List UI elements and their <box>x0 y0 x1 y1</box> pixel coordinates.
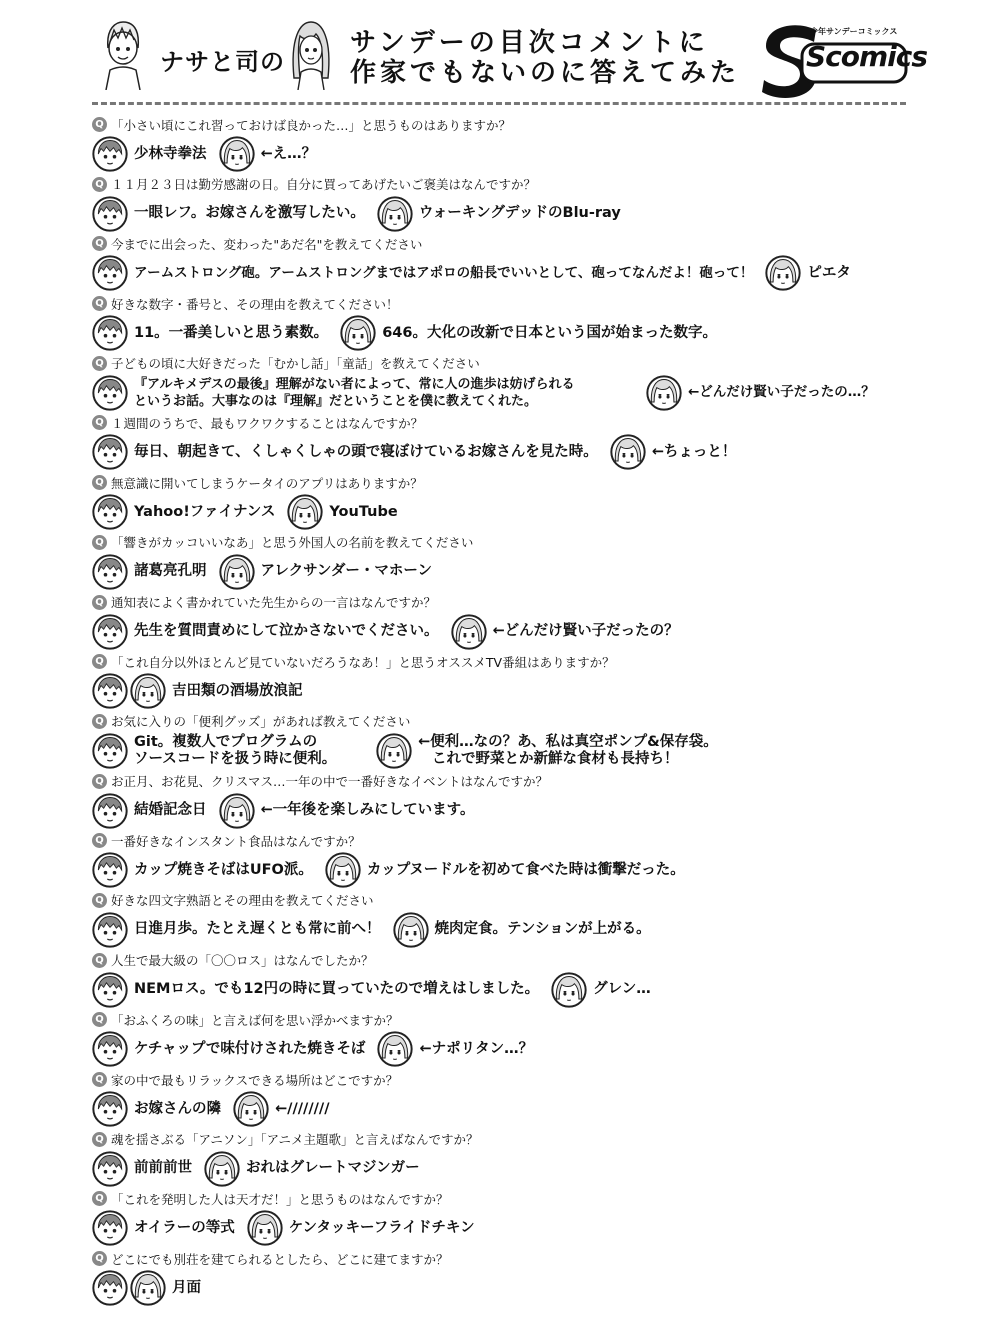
question-row <box>92 293 907 314</box>
tsukasa-answer <box>418 734 758 768</box>
answer-row <box>92 672 907 710</box>
tsukasa-answer: アレクサンダー・マホーン <box>260 563 433 580</box>
nasa-answer: 先生を質問責めにして泣かさないでください。 <box>134 623 439 639</box>
qa-item <box>92 771 907 831</box>
question-row <box>92 233 907 254</box>
q-mark-icon: Q <box>92 356 107 371</box>
answer-row <box>92 971 907 1009</box>
question-text: 魂を揺さぶる「アニソン」「アニメ主題歌」と言えばなんですか？ <box>111 1132 479 1148</box>
header-divider <box>92 102 906 105</box>
tsukasa-face-icon <box>130 1270 166 1306</box>
question-text: お気に入りの「便利グッズ」があれば教えてください <box>111 714 411 730</box>
qa-item <box>92 950 907 1010</box>
qa-item <box>92 412 907 472</box>
q-mark-icon: Q <box>92 1132 107 1147</box>
nasa-face-icon <box>92 1151 128 1187</box>
answer-row <box>92 1150 907 1188</box>
joint-answer: 月面 <box>172 1279 201 1296</box>
tsukasa-face-icon <box>377 1031 413 1067</box>
answer-row <box>92 1209 907 1247</box>
question-row <box>92 174 907 195</box>
tsukasa-answer: 焼肉定食。テンションが上がる。 <box>434 921 651 938</box>
tsukasa-face-icon <box>551 972 587 1008</box>
question-row <box>92 651 907 672</box>
header-left-title: ナサと司の <box>160 48 285 76</box>
question-text: 好きな数字・番号と、その理由を教えてください！ <box>111 296 399 312</box>
question-row <box>92 830 907 851</box>
qa-item <box>92 890 907 950</box>
tsukasa-answer: ←え…？ <box>260 145 317 162</box>
qa-item <box>92 1188 907 1248</box>
joint-answer: 吉田類の酒場放浪記 <box>172 682 303 699</box>
qa-item <box>92 353 907 413</box>
tsukasa-face-icon <box>204 1151 240 1187</box>
q-mark-icon: Q <box>92 1012 107 1027</box>
question-row <box>92 472 907 493</box>
nasa-answer: アームストロング砲。アームストロングまではアポロの船長でいいとして、砲ってなんだよ！砲って！ <box>134 264 754 281</box>
nasa-answer-line-2: というお話。大事なのは『理解』だということを僕に教えてくれた。 <box>134 393 538 409</box>
question-text: 家の中で最もリラックスできる場所はどこですか？ <box>111 1072 399 1088</box>
question-text: １週間のうちで、最もワクワクすることはなんですか？ <box>111 415 424 431</box>
qa-item <box>92 233 907 293</box>
tsukasa-answer: ケンタッキーフライドチキン <box>288 1219 475 1236</box>
qa-item <box>92 114 907 174</box>
tsukasa-answer: YouTube <box>329 503 398 520</box>
nasa-answer: カップ焼きそばはUFO派。 <box>134 861 313 878</box>
question-row <box>92 1069 907 1090</box>
nasa-face-icon <box>92 733 128 769</box>
question-row <box>92 1248 907 1269</box>
tsukasa-face-icon <box>376 733 412 769</box>
nasa-face-icon <box>92 315 128 351</box>
answer-row <box>92 314 907 352</box>
question-row <box>92 771 907 792</box>
nasa-face-icon <box>92 1091 128 1127</box>
qa-item <box>92 1129 907 1189</box>
tsukasa-answer: グレン… <box>593 981 651 998</box>
answer-row <box>92 911 907 949</box>
q-mark-icon: Q <box>92 833 107 848</box>
tsukasa-face-icon <box>233 1091 269 1127</box>
tsukasa-answer: おれはグレートマジンガー <box>246 1160 420 1177</box>
nasa-answer: 11。一番美しいと思う素数。 <box>134 324 329 341</box>
question-text: 「これ自分以外ほとんど見ていないだろうなあ！」と思うオススメTV番組はありますか？ <box>111 654 615 670</box>
qa-item <box>92 1069 907 1129</box>
question-text: 「おふくろの味」と言えば何を思い浮かべますか？ <box>111 1012 399 1028</box>
question-text: 通知表によく書かれていた先生からの一言はなんですか？ <box>111 595 437 610</box>
question-row <box>92 950 907 971</box>
tsukasa-face-icon <box>130 673 166 709</box>
nasa-face-icon <box>92 1270 128 1306</box>
nasa-face-icon <box>92 255 128 291</box>
question-text: 「これを発明した人は天才だ！」と思うものはなんですか？ <box>111 1191 449 1207</box>
q-mark-icon: Q <box>92 177 107 192</box>
answer-row <box>92 1090 907 1128</box>
question-row <box>92 412 907 433</box>
q-mark-icon: Q <box>92 1191 107 1206</box>
answer-row <box>92 433 907 471</box>
qa-list <box>92 114 907 1308</box>
nasa-answer: 日進月歩。たとえ遅くとも常に前へ！ <box>134 921 381 938</box>
nasa-face-icon <box>92 136 128 172</box>
nasa-face-icon <box>92 1031 128 1067</box>
nasa-answer-line-2: ソースコードを扱う時に便利。 <box>134 750 337 767</box>
q-mark-icon: Q <box>92 296 107 311</box>
nasa-face-icon <box>92 673 128 709</box>
answer-row <box>92 195 907 233</box>
nasa-answer <box>134 734 364 768</box>
nasa-answer: お嫁さんの隣 <box>134 1100 221 1117</box>
q-mark-icon: Q <box>92 893 107 908</box>
nasa-face-icon <box>92 434 128 470</box>
question-text: １１月２３日は勤労感謝の日。自分に買ってあげたいご褒美はなんですか？ <box>111 177 537 193</box>
question-text: 今までに出会った、変わった"あだ名"を教えてください <box>111 236 423 252</box>
question-row <box>92 114 907 135</box>
tsukasa-answer-line-1: ←便利…なの？あ、私は真空ポンプ&保存袋。 <box>418 733 718 750</box>
qa-item <box>92 1248 907 1308</box>
nasa-answer: 一眼レフ。お嫁さんを激写したい。 <box>134 205 365 222</box>
answer-row <box>92 851 907 889</box>
nasa-face-icon <box>92 554 128 590</box>
q-mark-icon: Q <box>92 714 107 729</box>
tsukasa-answer: ←ちょっと！ <box>651 443 737 460</box>
tsukasa-face-icon <box>393 912 429 948</box>
qa-item <box>92 293 907 353</box>
tsukasa-face-icon <box>325 852 361 888</box>
nasa-face-icon <box>92 972 128 1008</box>
nasa-face-icon <box>92 1210 128 1246</box>
nasa-answer: ケチャップで味付けされた焼きそば <box>134 1040 366 1057</box>
answer-row <box>92 254 907 292</box>
nasa-face-icon <box>92 196 128 232</box>
q-mark-icon: Q <box>92 475 107 490</box>
nasa-answer: 少林寺拳法 <box>134 145 207 162</box>
answer-row <box>92 1269 907 1307</box>
logo-text: Scomics <box>806 40 928 73</box>
tsukasa-answer: 646。大化の改新で日本という国が始まった数字。 <box>382 324 717 341</box>
q-mark-icon: Q <box>92 654 107 669</box>
nasa-answer: 前前前世 <box>134 1160 192 1177</box>
question-text: 一番好きなインスタント食品はなんですか？ <box>111 833 361 849</box>
nasa-answer: NEMロス。でも12円の時に買っていたので増えはしました。 <box>134 981 540 998</box>
question-text: 子どもの頃に大好きだった「むかし話」「童話」を教えてください <box>111 356 480 372</box>
question-row <box>92 890 907 911</box>
nasa-face-icon <box>92 793 128 829</box>
qa-item <box>92 592 907 652</box>
tsukasa-answer: ←一年後を楽しみにしています。 <box>260 802 475 819</box>
qa-item <box>92 532 907 592</box>
nasa-face-icon <box>92 852 128 888</box>
nasa-answer: 諸葛亮孔明 <box>134 563 207 580</box>
tsukasa-face-icon <box>219 793 255 829</box>
q-mark-icon: Q <box>92 535 107 550</box>
answer-row <box>92 1030 907 1068</box>
question-row <box>92 1009 907 1030</box>
tsukasa-face-icon <box>219 136 255 172</box>
q-mark-icon: Q <box>92 415 107 430</box>
question-text: 好きな四文字熟語とその理由を教えてください <box>111 893 374 909</box>
question-text: 「響きがカッコいいなあ」と思う外国人の名前を教えてください <box>111 535 474 551</box>
nasa-face-icon <box>92 494 128 530</box>
tsukasa-face-icon <box>765 255 801 291</box>
tsukasa-portrait-icon <box>286 18 336 90</box>
tsukasa-face-icon <box>219 554 255 590</box>
qa-item <box>92 1009 907 1069</box>
nasa-answer: Yahoo!ファイナンス <box>134 503 276 520</box>
tsukasa-answer: ←どんだけ賢い子だったの？ <box>492 623 679 639</box>
answer-row <box>92 493 907 531</box>
logo-small-text: 少年サンデーコミックス <box>810 27 898 36</box>
answer-row <box>92 553 907 591</box>
q-mark-icon: Q <box>92 236 107 251</box>
header-right-title <box>350 28 740 88</box>
nasa-answer: 毎日、朝起きて、くしゃくしゃの頭で寝ぼけているお嫁さんを見た時。 <box>134 443 598 460</box>
q-mark-icon: Q <box>92 117 107 132</box>
question-text: 無意識に開いてしまうケータイのアプリはありますか？ <box>111 475 423 491</box>
nasa-answer: 結婚記念日 <box>134 802 207 819</box>
nasa-answer-line-1: Git。複数人でプログラムの <box>134 733 318 750</box>
tsukasa-face-icon <box>451 614 487 650</box>
qa-item <box>92 472 907 532</box>
question-row <box>92 1188 907 1209</box>
answer-row <box>92 374 907 412</box>
answer-row <box>92 135 907 173</box>
question-text: 「小さい頃にこれ習っておけば良かった…」と思うものはありますか？ <box>111 117 512 133</box>
q-mark-icon: Q <box>92 774 107 789</box>
header-title-line-1: サンデーの目次コメントに <box>350 28 709 58</box>
tsukasa-answer: ←どんだけ賢い子だったの…？ <box>688 384 875 401</box>
page-header <box>90 14 928 98</box>
tsukasa-answer: ←//////// <box>275 1100 330 1117</box>
sunday-comics-logo <box>758 18 928 102</box>
question-text: どこにでも別荘を建てられるとしたら、どこに建てますか？ <box>111 1251 449 1267</box>
tsukasa-answer: カップヌードルを初めて食べた時は衝撃だった。 <box>366 861 685 878</box>
qa-item <box>92 651 907 711</box>
qa-item <box>92 830 907 890</box>
q-mark-icon: Q <box>92 1072 107 1087</box>
qa-item <box>92 711 907 771</box>
tsukasa-answer: ウォーキングデッドのBlu-ray <box>418 205 621 222</box>
tsukasa-answer: ←ナポリタン…？ <box>419 1040 534 1057</box>
answer-row <box>92 732 907 770</box>
nasa-face-icon <box>92 912 128 948</box>
question-row <box>92 711 907 732</box>
q-mark-icon: Q <box>92 953 107 968</box>
tsukasa-face-icon <box>610 434 646 470</box>
qa-item <box>92 174 907 234</box>
question-row <box>92 592 907 613</box>
nasa-portrait-icon <box>98 18 148 90</box>
answer-row <box>92 792 907 830</box>
question-row <box>92 532 907 553</box>
nasa-answer <box>134 376 634 410</box>
q-mark-icon: Q <box>92 595 107 610</box>
question-text: 人生で最大級の「〇〇ロス」はなんでしたか？ <box>111 953 374 969</box>
question-row <box>92 353 907 374</box>
nasa-answer-line-1: 『アルキメデスの最後』理解がない者によって、常に人の進歩は妨げられる <box>134 376 575 392</box>
tsukasa-face-icon <box>247 1210 283 1246</box>
nasa-face-icon <box>92 375 128 411</box>
tsukasa-face-icon <box>340 315 376 351</box>
tsukasa-face-icon <box>646 375 682 411</box>
tsukasa-face-icon <box>287 494 323 530</box>
nasa-answer: オイラーの等式 <box>134 1219 235 1236</box>
question-text: お正月、お花見、クリスマス…一年の中で一番好きなイベントはなんですか？ <box>111 774 549 790</box>
tsukasa-answer-line-2: これで野菜とか新鮮な食材も長持ち！ <box>432 750 679 767</box>
answer-row <box>92 613 907 651</box>
tsukasa-face-icon <box>377 196 413 232</box>
nasa-face-icon <box>92 614 128 650</box>
header-title-line-2: 作家でもないのに答えてみた <box>350 58 741 88</box>
tsukasa-answer: ピエタ <box>807 264 851 281</box>
q-mark-icon: Q <box>92 1251 107 1266</box>
question-row <box>92 1129 907 1150</box>
